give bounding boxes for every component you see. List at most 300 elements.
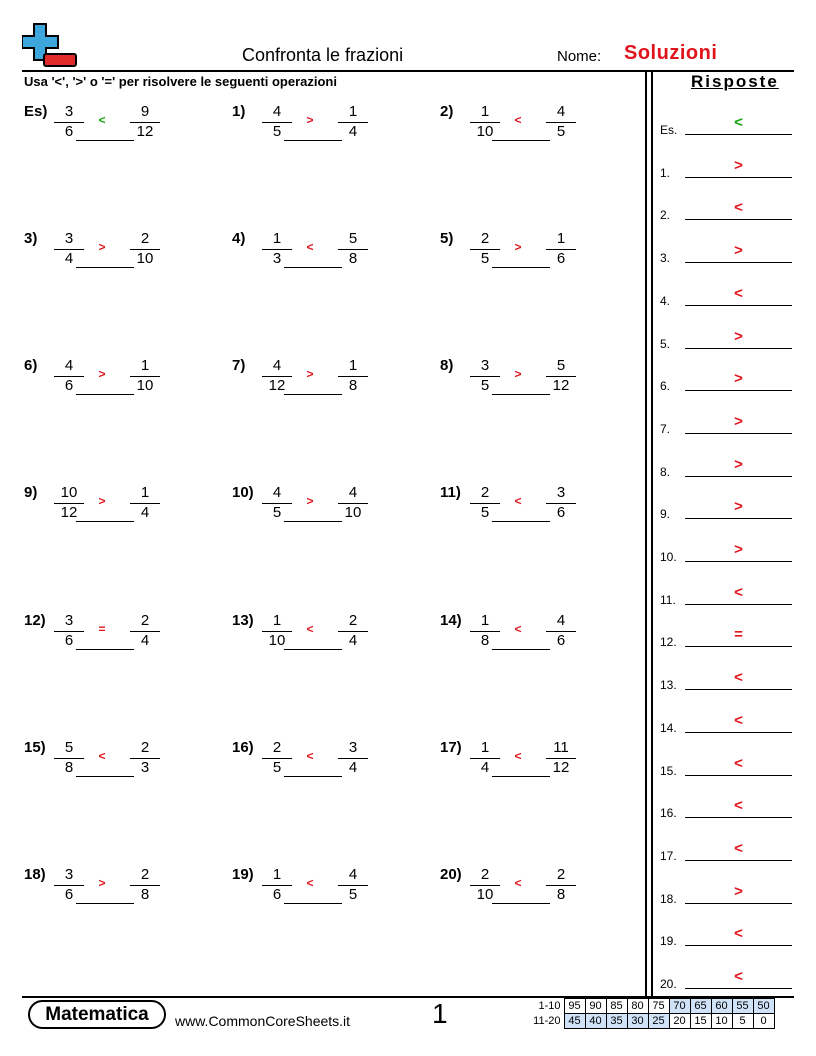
- score-cell: 65: [690, 999, 711, 1014]
- comparison-symbol: <: [98, 749, 106, 763]
- score-cell: 40: [585, 1014, 606, 1029]
- fraction-right: [546, 230, 576, 267]
- answer-line: [685, 262, 792, 263]
- numerator: 3: [480, 357, 490, 374]
- answer-row: [660, 196, 792, 222]
- fraction-left: [262, 612, 292, 649]
- fraction-left: [470, 866, 500, 903]
- numerator: 4: [272, 484, 282, 501]
- answer-value: <: [734, 711, 743, 729]
- problem: [440, 357, 640, 417]
- answer-line: [685, 177, 792, 178]
- answer-row: [660, 453, 792, 479]
- problem-label: 16): [232, 739, 254, 756]
- fraction-right: [546, 484, 576, 521]
- comparison-symbol: =: [98, 622, 106, 636]
- problem: [24, 230, 224, 290]
- problem: [232, 357, 432, 417]
- numerator: 2: [556, 866, 566, 883]
- score-row: [527, 1014, 774, 1029]
- answer-blank: [492, 394, 550, 395]
- answer-blank: [284, 140, 342, 141]
- numerator: 4: [272, 357, 282, 374]
- answer-blank: [492, 903, 550, 904]
- numerator: 3: [64, 103, 74, 120]
- comparison-symbol: >: [306, 367, 314, 381]
- answer-row: [660, 154, 792, 180]
- comparison-symbol: <: [514, 876, 522, 890]
- site-url: www.CommonCoreSheets.it: [175, 1013, 351, 1029]
- answer-label: 10.: [660, 550, 677, 564]
- answer-value: <: [734, 669, 743, 687]
- answer-blank: [76, 394, 134, 395]
- fraction-left: [262, 866, 292, 903]
- problem-label: 8): [440, 357, 454, 374]
- denominator: 12: [54, 503, 84, 521]
- comparison-symbol: <: [514, 622, 522, 636]
- numerator: 4: [348, 484, 358, 501]
- numerator: 9: [140, 103, 150, 120]
- answer-blank: [492, 140, 550, 141]
- problem: [440, 484, 640, 544]
- score-cell: 20: [669, 1014, 690, 1029]
- denominator: 3: [130, 758, 160, 776]
- fraction-right: [546, 103, 576, 140]
- numerator: 1: [480, 612, 490, 629]
- fraction-right: [130, 739, 160, 776]
- denominator: 8: [546, 885, 576, 903]
- problem: [440, 612, 640, 672]
- fraction-left: [262, 484, 292, 521]
- fraction-right: [338, 230, 368, 267]
- problem: [232, 866, 432, 926]
- fraction-right: [338, 357, 368, 394]
- answer-value: <: [734, 284, 743, 302]
- score-cell: 25: [648, 1014, 669, 1029]
- numerator: 3: [348, 739, 358, 756]
- answer-label: 15.: [660, 763, 677, 778]
- answer-value: =: [734, 626, 743, 644]
- answer-row: [660, 965, 792, 991]
- denominator: 4: [338, 631, 368, 649]
- fraction-left: [54, 612, 84, 649]
- denominator: 12: [546, 376, 576, 394]
- numerator: 1: [140, 484, 150, 501]
- fraction-right: [546, 739, 576, 776]
- answer-line: [685, 305, 792, 306]
- comparison-symbol: <: [306, 622, 314, 636]
- numerator: 4: [556, 612, 566, 629]
- numerator: 2: [272, 739, 282, 756]
- answer-label: 7.: [660, 421, 671, 436]
- answer-label: 1.: [660, 165, 671, 180]
- numerator: 10: [60, 484, 78, 501]
- fraction-right: [130, 230, 160, 267]
- fraction-left: [470, 612, 500, 649]
- name-value: Soluzioni: [624, 42, 718, 64]
- denominator: 5: [262, 122, 292, 140]
- score-row-label: 11-20: [533, 1015, 561, 1027]
- answer-blank: [76, 903, 134, 904]
- numerator: 3: [64, 612, 74, 629]
- answer-row: [660, 837, 792, 863]
- problem-label: 13): [232, 612, 254, 629]
- fraction-right: [546, 866, 576, 903]
- numerator: 2: [480, 866, 490, 883]
- denominator: 5: [470, 249, 500, 267]
- problem-label: 17): [440, 739, 462, 756]
- fraction-right: [130, 484, 160, 521]
- score-cell: 15: [690, 1014, 711, 1029]
- answers-divider: [645, 70, 647, 996]
- answer-line: [685, 348, 792, 349]
- comparison-symbol: <: [514, 749, 522, 763]
- denominator: 10: [130, 249, 160, 267]
- answer-line: [685, 433, 792, 434]
- comparison-symbol: >: [98, 240, 106, 254]
- fraction-left: [54, 103, 84, 140]
- score-cell: 60: [711, 999, 732, 1014]
- comparison-symbol: <: [306, 749, 314, 763]
- problem: [24, 612, 224, 672]
- answer-value: <: [734, 583, 743, 601]
- answer-line: [685, 561, 792, 562]
- denominator: 4: [54, 249, 84, 267]
- numerator: 4: [348, 866, 358, 883]
- answer-line: [685, 860, 792, 861]
- numerator: 1: [348, 357, 358, 374]
- numerator: 1: [348, 103, 358, 120]
- denominator: 3: [262, 249, 292, 267]
- numerator: 2: [348, 612, 358, 629]
- answer-label: 6.: [660, 379, 671, 394]
- brand-badge: Matematica: [28, 1000, 166, 1029]
- problem-label: 11): [440, 484, 461, 501]
- numerator: 4: [556, 103, 566, 120]
- answer-row: [660, 623, 792, 649]
- answer-row: [660, 239, 792, 265]
- denominator: 12: [546, 758, 576, 776]
- fraction-left: [262, 103, 292, 140]
- denominator: 10: [130, 376, 160, 394]
- score-cell: 30: [627, 1014, 648, 1029]
- denominator: 4: [470, 758, 500, 776]
- problem-label: 2): [440, 103, 454, 120]
- answer-value: <: [734, 797, 743, 815]
- numerator: 4: [64, 357, 74, 374]
- score-cell: 55: [732, 999, 753, 1014]
- fraction-left: [262, 357, 292, 394]
- numerator: 2: [140, 866, 150, 883]
- numerator: 1: [480, 103, 490, 120]
- problem: [24, 866, 224, 926]
- comparison-symbol: >: [98, 367, 106, 381]
- answer-row: [660, 495, 792, 521]
- answer-label: 20.: [660, 977, 677, 991]
- fraction-left: [54, 484, 84, 521]
- comparison-symbol: <: [98, 113, 106, 127]
- answer-label: Es.: [660, 123, 678, 137]
- page-number: 1: [432, 998, 448, 1029]
- answer-value: >: [734, 370, 743, 388]
- answer-line: [685, 518, 792, 519]
- problem: [232, 484, 432, 544]
- problem: [440, 866, 640, 926]
- numerator: 1: [272, 230, 282, 247]
- score-cell: 80: [627, 999, 648, 1014]
- answer-label: 16.: [660, 806, 677, 821]
- answer-label: 13.: [660, 678, 677, 693]
- problem-label: 15): [24, 739, 46, 756]
- denominator: 8: [54, 758, 84, 776]
- denominator: 5: [546, 122, 576, 140]
- fraction-left: [470, 484, 500, 521]
- fraction-right: [130, 866, 160, 903]
- score-cell: 75: [648, 999, 669, 1014]
- numerator: 3: [64, 230, 74, 247]
- comparison-symbol: >: [306, 494, 314, 508]
- answer-row: [660, 794, 792, 820]
- numerator: 2: [480, 484, 490, 501]
- denominator: 6: [54, 122, 84, 140]
- fraction-right: [338, 103, 368, 140]
- fraction-right: [130, 357, 160, 394]
- fraction-left: [262, 230, 292, 267]
- answer-line: [685, 219, 792, 220]
- header-divider: [22, 70, 794, 72]
- numerator: 1: [140, 357, 150, 374]
- answer-value: <: [734, 968, 743, 985]
- answer-label: 2.: [660, 208, 671, 223]
- answer-label: 14.: [660, 720, 677, 735]
- numerator: 2: [140, 612, 150, 629]
- problem-label: 12): [24, 612, 46, 629]
- answer-row: [660, 410, 792, 436]
- plus-minus-logo-icon: [22, 22, 78, 68]
- denominator: 6: [54, 631, 84, 649]
- denominator: 4: [130, 503, 160, 521]
- fraction-left: [470, 103, 500, 140]
- problem: [232, 612, 432, 672]
- numerator: 1: [272, 612, 282, 629]
- denominator: 5: [262, 758, 292, 776]
- denominator: 8: [130, 885, 160, 903]
- answer-blank: [284, 267, 342, 268]
- answer-line: [685, 390, 792, 391]
- answer-line: [685, 646, 792, 647]
- denominator: 12: [262, 376, 292, 394]
- answer-value: <: [734, 114, 743, 131]
- answer-line: [685, 689, 792, 690]
- denominator: 10: [262, 631, 292, 649]
- problem-label: 14): [440, 612, 462, 629]
- answer-label: 9.: [660, 507, 671, 522]
- fraction-right: [338, 866, 368, 903]
- answer-row: [660, 111, 792, 137]
- denominator: 5: [470, 376, 500, 394]
- name-label: Nome:: [557, 48, 602, 65]
- problem: [440, 739, 640, 799]
- instructions: Usa '<', '>' o '=' per risolvere le seguenti operazioni: [24, 74, 337, 89]
- denominator: 6: [546, 503, 576, 521]
- problem: [24, 357, 224, 417]
- score-cell: 95: [564, 999, 585, 1014]
- answer-row: [660, 325, 792, 351]
- fraction-left: [262, 739, 292, 776]
- problem-label: 19): [232, 866, 254, 883]
- fraction-left: [470, 230, 500, 267]
- answer-blank: [492, 649, 550, 650]
- answer-row: [660, 367, 792, 393]
- denominator: 8: [338, 376, 368, 394]
- fraction-right: [338, 484, 368, 521]
- numerator: 5: [64, 739, 74, 756]
- answer-row: [660, 581, 792, 607]
- answer-line: [685, 903, 792, 904]
- answer-line: [685, 775, 792, 776]
- numerator: 1: [480, 739, 490, 756]
- answer-label: 12.: [660, 635, 677, 650]
- problem: [24, 739, 224, 799]
- fraction-left: [54, 866, 84, 903]
- answers-divider: [651, 70, 653, 996]
- problem: [24, 484, 224, 544]
- comparison-symbol: <: [306, 240, 314, 254]
- answer-line: [685, 134, 792, 135]
- denominator: 5: [262, 503, 292, 521]
- answer-blank: [76, 267, 134, 268]
- score-row: [527, 999, 774, 1014]
- numerator: 2: [140, 739, 150, 756]
- comparison-symbol: <: [514, 113, 522, 127]
- denominator: 6: [546, 631, 576, 649]
- denominator: 6: [54, 376, 84, 394]
- answer-line: [685, 732, 792, 733]
- denominator: 6: [262, 885, 292, 903]
- numerator: 1: [556, 230, 566, 247]
- comparison-symbol: >: [306, 113, 314, 127]
- answer-blank: [492, 267, 550, 268]
- problem-label: 18): [24, 866, 46, 883]
- answer-label: 8.: [660, 464, 671, 479]
- answer-label: 3.: [660, 251, 671, 266]
- answer-row: [660, 282, 792, 308]
- answer-row: [660, 666, 792, 692]
- answer-line: [685, 945, 792, 946]
- denominator: 5: [470, 503, 500, 521]
- problem: [24, 103, 224, 163]
- numerator: 2: [480, 230, 490, 247]
- answer-value: >: [734, 327, 743, 345]
- answer-blank: [76, 776, 134, 777]
- fraction-left: [54, 230, 84, 267]
- problem-label: 4): [232, 230, 246, 247]
- denominator: 10: [338, 503, 368, 521]
- problem: [232, 103, 432, 163]
- numerator: 3: [556, 484, 566, 501]
- problem: [440, 103, 640, 163]
- fraction-right: [338, 612, 368, 649]
- answer-line: [685, 817, 792, 818]
- answer-value: <: [734, 839, 743, 857]
- problem-label: 1): [232, 103, 246, 120]
- comparison-symbol: <: [306, 876, 314, 890]
- denominator: 6: [546, 249, 576, 267]
- answer-row: [660, 752, 792, 778]
- answer-blank: [76, 140, 134, 141]
- answer-value: >: [734, 498, 743, 516]
- answer-label: 4.: [660, 293, 671, 308]
- score-cell: 35: [606, 1014, 627, 1029]
- denominator: 8: [338, 249, 368, 267]
- problem-label: 10): [232, 484, 254, 501]
- answer-value: >: [734, 882, 743, 900]
- numerator: 11: [553, 739, 569, 756]
- comparison-symbol: >: [98, 494, 106, 508]
- comparison-symbol: <: [514, 494, 522, 508]
- problem: [232, 230, 432, 290]
- answer-blank: [284, 521, 342, 522]
- fraction-left: [470, 739, 500, 776]
- answer-row: [660, 880, 792, 906]
- answer-row: [660, 922, 792, 948]
- fraction-right: [338, 739, 368, 776]
- problem-label: 20): [440, 866, 462, 883]
- numerator: 2: [140, 230, 150, 247]
- answer-blank: [284, 903, 342, 904]
- answer-line: [685, 476, 792, 477]
- fraction-left: [54, 357, 84, 394]
- answer-blank: [284, 394, 342, 395]
- fraction-right: [546, 357, 576, 394]
- denominator: 4: [130, 631, 160, 649]
- fraction-right: [130, 103, 160, 140]
- answer-value: >: [734, 455, 743, 473]
- answer-blank: [284, 776, 342, 777]
- denominator: 10: [470, 885, 500, 903]
- numerator: 4: [272, 103, 282, 120]
- answer-label: 18.: [660, 891, 677, 906]
- answer-row: [660, 538, 792, 564]
- score-cell: 5: [732, 1014, 753, 1029]
- score-cell: 70: [669, 999, 690, 1014]
- answer-blank: [492, 521, 550, 522]
- denominator: 4: [338, 758, 368, 776]
- answer-value: >: [734, 412, 743, 430]
- denominator: 5: [338, 885, 368, 903]
- answer-blank: [284, 649, 342, 650]
- answer-blank: [492, 776, 550, 777]
- problem-label: Es): [24, 103, 48, 120]
- denominator: 12: [130, 122, 160, 140]
- score-cell: 45: [564, 1014, 585, 1029]
- denominator: 6: [54, 885, 84, 903]
- numerator: 1: [272, 866, 282, 883]
- answer-value: <: [734, 199, 743, 217]
- answer-label: 19.: [660, 934, 677, 949]
- problem-label: 7): [232, 357, 246, 374]
- score-table: [527, 998, 775, 1029]
- numerator: 5: [348, 230, 358, 247]
- fraction-left: [470, 357, 500, 394]
- denominator: 4: [338, 122, 368, 140]
- denominator: 10: [470, 122, 500, 140]
- score-row-label: 1-10: [538, 1000, 561, 1012]
- answer-value: <: [734, 925, 743, 943]
- score-cell: 85: [606, 999, 627, 1014]
- answers-title: Risposte: [691, 72, 779, 91]
- worksheet-title: Confronta le frazioni: [242, 45, 404, 65]
